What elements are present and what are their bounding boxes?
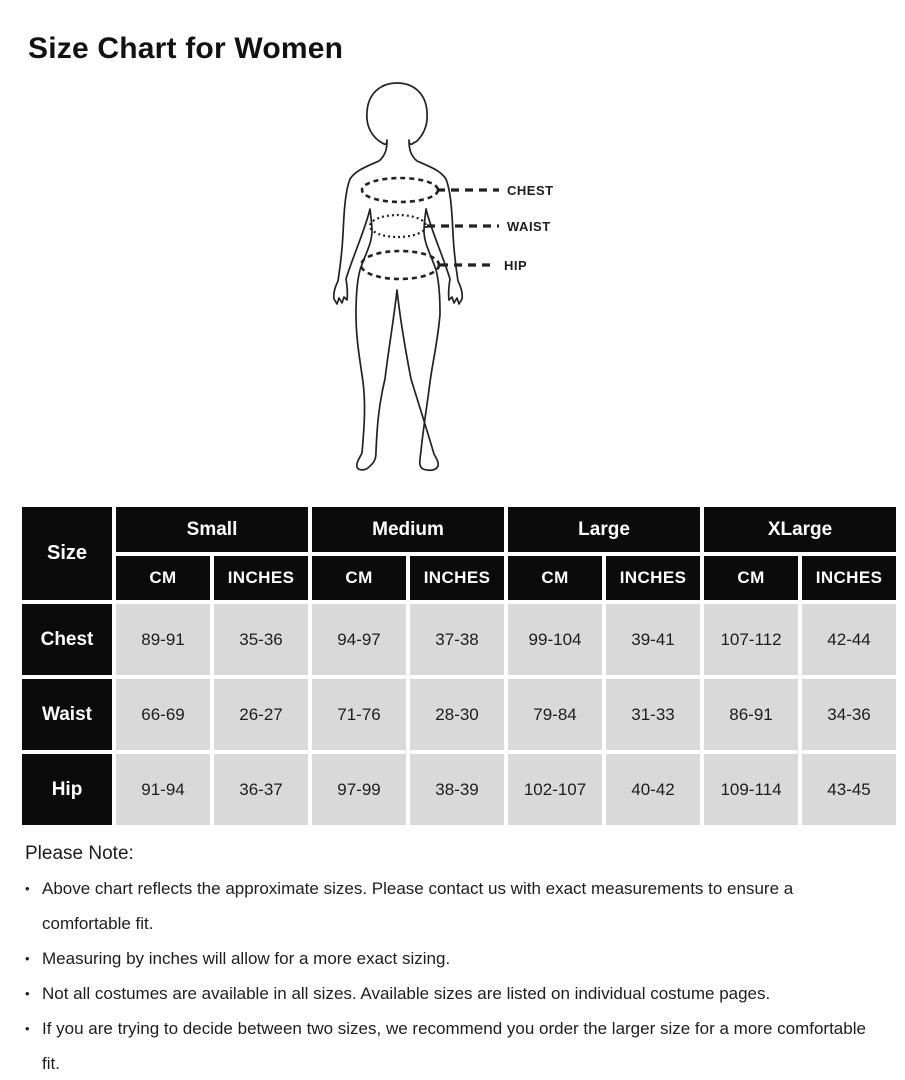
unit-header-cm: CM — [116, 556, 210, 600]
table-cell: 37-38 — [410, 604, 504, 675]
bullet-icon: • — [25, 1021, 30, 1036]
hip-label: HIP — [504, 258, 528, 273]
note-text: Not all costumes are available in all sizes. Available sizes are listed on individual costume pages. — [42, 984, 771, 1003]
unit-header-inches: INCHES — [214, 556, 308, 600]
table-cell: 66-69 — [116, 679, 210, 750]
note-item — [25, 1011, 885, 1080]
table-cell: 39-41 — [606, 604, 700, 675]
table-cell: 34-36 — [802, 679, 896, 750]
table-cell: 91-94 — [116, 754, 210, 825]
table-cell: 35-36 — [214, 604, 308, 675]
unit-header-inches: INCHES — [606, 556, 700, 600]
note-text: If you are trying to decide between two sizes, we recommend you order the larger size for a more comfortable fit. — [42, 1019, 866, 1073]
unit-header-cm: CM — [312, 556, 406, 600]
unit-header-inches: INCHES — [802, 556, 896, 600]
bullet-icon: • — [25, 986, 30, 1001]
bullet-icon: • — [25, 951, 30, 966]
table-cell: 42-44 — [802, 604, 896, 675]
chest-label: CHEST — [507, 183, 554, 198]
table-cell: 107-112 — [704, 604, 798, 675]
table-cell: 79-84 — [508, 679, 602, 750]
table-row-hip — [22, 754, 896, 825]
table-cell: 28-30 — [410, 679, 504, 750]
table-cell: 31-33 — [606, 679, 700, 750]
note-item — [25, 941, 885, 976]
row-label-waist: Waist — [22, 679, 112, 750]
unit-header-cm: CM — [508, 556, 602, 600]
table-cell: 40-42 — [606, 754, 700, 825]
table-cell: 94-97 — [312, 604, 406, 675]
table-cell: 36-37 — [214, 754, 308, 825]
table-cell: 86-91 — [704, 679, 798, 750]
notes-section — [25, 836, 885, 1080]
notes-heading: Please Note: — [25, 843, 134, 864]
table-cell: 71-76 — [312, 679, 406, 750]
body-measurement-figure — [300, 78, 600, 485]
table-cell: 38-39 — [410, 754, 504, 825]
table-cell: 109-114 — [704, 754, 798, 825]
row-label-hip: Hip — [22, 754, 112, 825]
unit-header-inches: INCHES — [410, 556, 504, 600]
size-group-header-small: Small — [116, 507, 308, 552]
size-group-header-large: Large — [508, 507, 700, 552]
figure-svg — [300, 78, 600, 485]
size-group-header-medium: Medium — [312, 507, 504, 552]
note-item — [25, 871, 885, 941]
table-row-waist — [22, 679, 896, 750]
note-text: Measuring by inches will allow for a more exact sizing. — [42, 949, 451, 968]
table-cell: 89-91 — [116, 604, 210, 675]
table-row-chest — [22, 604, 896, 675]
table-cell: 97-99 — [312, 754, 406, 825]
table-cell: 102-107 — [508, 754, 602, 825]
bullet-icon: • — [25, 881, 30, 896]
unit-header-cm: CM — [704, 556, 798, 600]
table-cell: 26-27 — [214, 679, 308, 750]
row-label-chest: Chest — [22, 604, 112, 675]
note-text: Above chart reflects the approximate sizes. Please contact us with exact measurements to ensure a comfortable fit. — [42, 879, 794, 933]
page-title: Size Chart for Women — [28, 32, 344, 66]
size-group-header-xlarge: XLarge — [704, 507, 896, 552]
note-item — [25, 976, 885, 1011]
table-cell: 99-104 — [508, 604, 602, 675]
table-corner-size: Size — [22, 507, 112, 600]
table-cell: 43-45 — [802, 754, 896, 825]
size-table — [18, 503, 900, 829]
body-outline — [334, 83, 463, 470]
waist-label: WAIST — [507, 219, 551, 234]
